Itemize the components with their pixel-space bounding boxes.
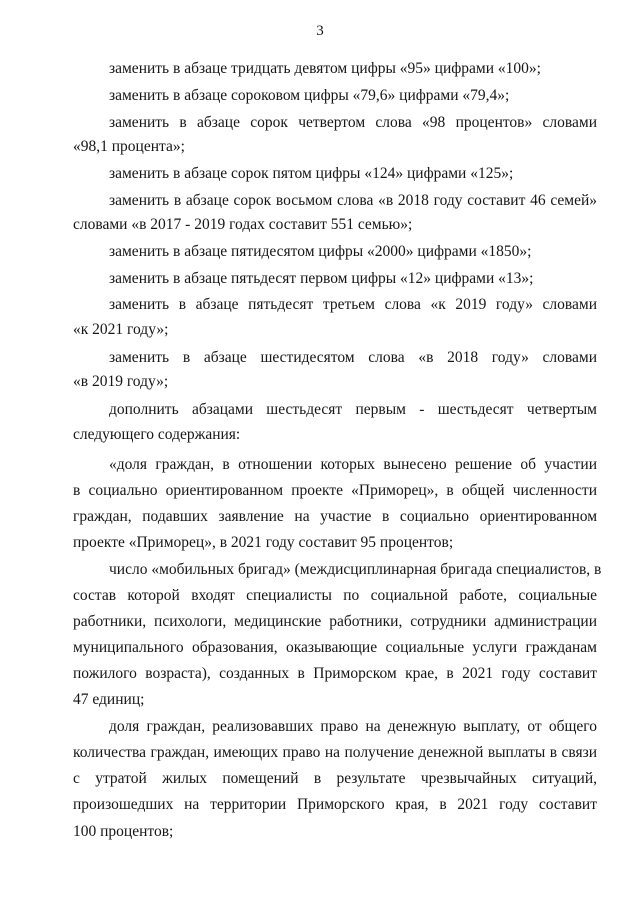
text-line: заменить в абзаце сороковом цифры «79,6» цифрами «79,4»; [109, 87, 510, 104]
text-line: работники, психологи, медицинские работники, сотрудники администрации [73, 613, 597, 630]
text-line: проекте «Приморец», в 2021 году составит 95 процентов; [73, 534, 454, 551]
text-line: число «мобильных бригад» (междисциплинарная бригада специалистов, в [109, 561, 602, 578]
text-line: словами «в 2017 - 2019 годах составит 551 семью»; [73, 216, 413, 233]
text-line: 47 единиц; [73, 691, 145, 708]
text-line: следующего содержания: [73, 426, 241, 443]
text-line: дополнить абзацами шестьдесят первым - шестьдесят четвертым [109, 401, 597, 418]
text-line: заменить в абзаце шестидесятом слова «в 2018 году» словами [109, 349, 597, 366]
text-line: граждан, подавших заявление на участие в социально ориентированном [73, 508, 597, 525]
text-line: пожилого возраста), созданных в Приморском крае, в 2021 году составит [73, 665, 597, 682]
text-line: заменить в абзаце сорок четвертом слова «98 процентов» словами [109, 114, 597, 131]
text-line: «98,1 процента»; [73, 138, 185, 155]
text-line: заменить в абзаце тридцать девятом цифры «95» цифрами «100»; [109, 60, 541, 77]
text-line: «к 2021 году»; [73, 321, 169, 338]
text-line: доля граждан, реализовавших право на денежную выплату, от общего [109, 718, 597, 735]
text-line: заменить в абзаце сорок восьмом слова «в 2018 году составит 46 семей» [109, 192, 597, 209]
text-line: в социально ориентированном проекте «Приморец», в общей численности [73, 482, 597, 499]
text-line: «доля граждан, в отношении которых вынесено решение об участии [109, 456, 597, 473]
text-line: состав которой входят специалисты по социальной работе, социальные [73, 587, 597, 604]
text-line: заменить в абзаце сорок пятом цифры «124» цифрами «125»; [109, 165, 514, 182]
text-line: заменить в абзаце пятьдесят первом цифры «12» цифрами «13»; [109, 270, 534, 287]
text-line: «в 2019 году»; [73, 373, 169, 390]
text-line: количества граждан, имеющих право на получение денежной выплаты в связи [73, 744, 597, 761]
text-line: заменить в абзаце пятьдесят третьем слова «к 2019 году» словами [109, 296, 597, 313]
text-line: муниципального образования, оказывающие социальные услуги гражданам [73, 639, 597, 656]
text-line: произошедших на территории Приморского края, в 2021 году составит [73, 796, 597, 813]
page-number: 3 [316, 23, 324, 39]
text-line: 100 процентов; [73, 823, 174, 840]
text-line: с утратой жилых помещений в результате чрезвычайных ситуаций, [73, 770, 597, 787]
text-line: заменить в абзаце пятидесятом цифры «2000» цифрами «1850»; [109, 243, 532, 260]
